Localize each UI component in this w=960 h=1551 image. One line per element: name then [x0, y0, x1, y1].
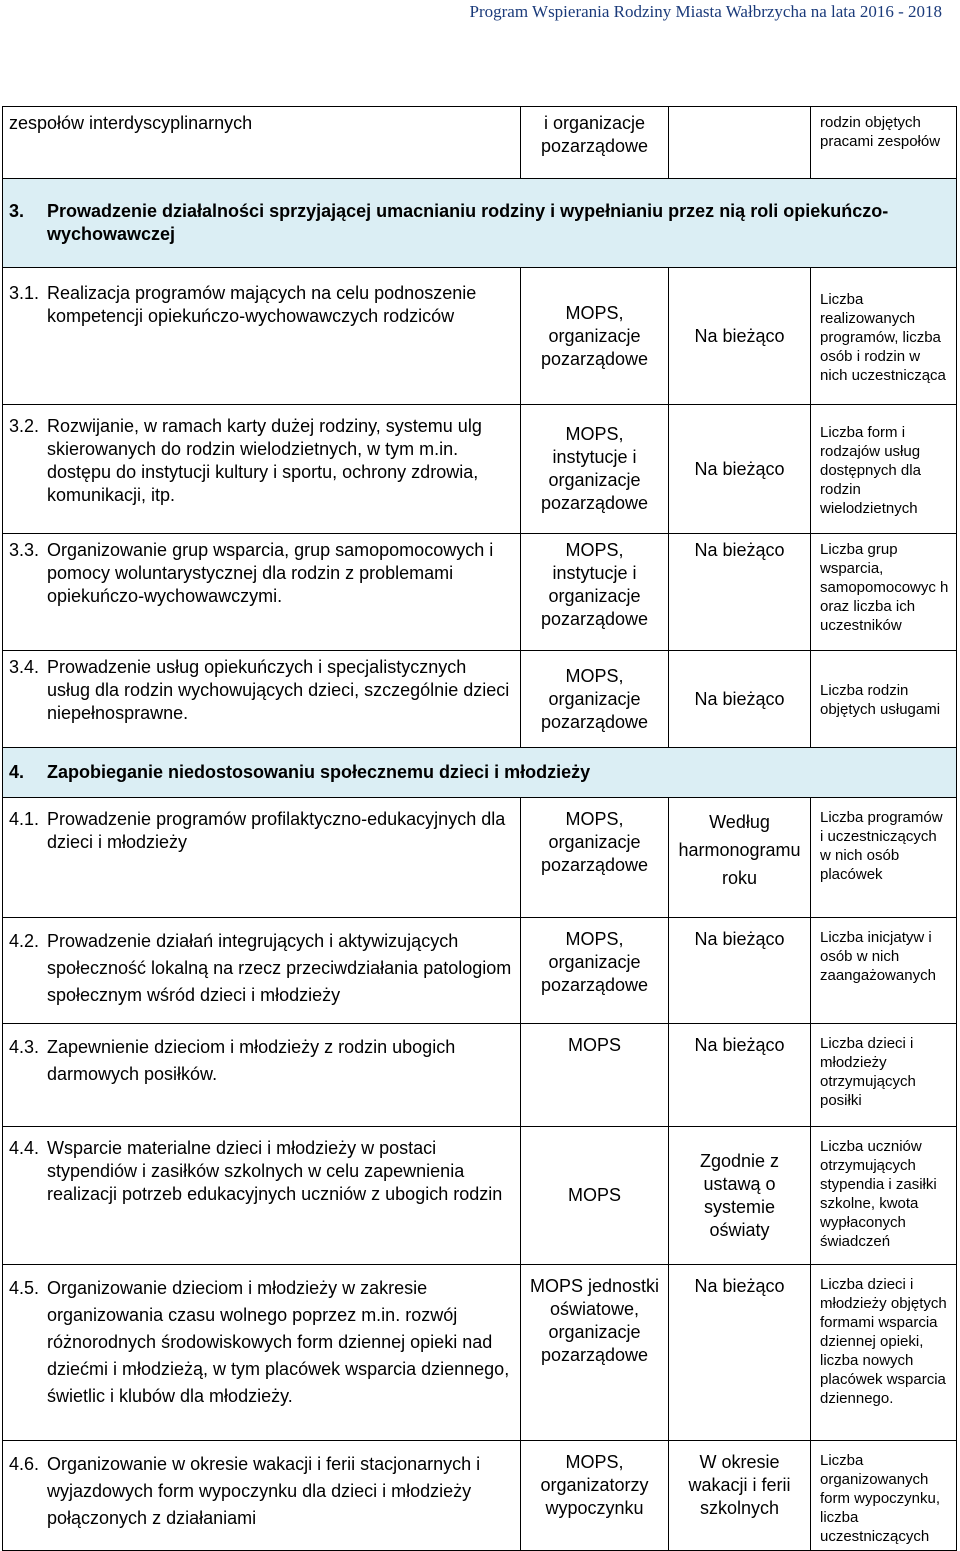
section-cell: [3, 179, 957, 268]
task-text: Prowadzenie usług opiekuńczych i specjalistycznych usług dla rodzin wychowujących dzieci, szczególnie dzieci niepełnosprawne.: [47, 657, 510, 723]
term-cell: Na bieżąco: [669, 405, 811, 534]
task-text: zespołów interdyscyplinarnych: [9, 113, 253, 133]
org-cell: MOPS, organizacje pozarządowe: [521, 268, 669, 405]
org-cell: MOPS, organizatorzy wypoczynku: [521, 1441, 669, 1551]
indicator-cell: Liczba grup wsparcia, samopomocowyc h oraz liczba ich uczestników: [811, 534, 957, 651]
task-number: 3.4.: [9, 657, 40, 677]
task-number: 4.4.: [9, 1138, 40, 1158]
task-text: Organizowanie dzieciom i młodzieży w zakresie organizowania czasu wolnego poprzez m.in. rozwój różnorodnych środowiskowych form dziennej opieki nad dziećmi i młodzieżą, w tym placówek wsparcia dziennego, świetlic i klubów dla młodzieży.: [47, 1278, 510, 1406]
task-cell: [3, 918, 521, 1024]
term-cell: W okresie wakacji i ferii szkolnych: [669, 1441, 811, 1551]
indicator-cell: Liczba form i rodzajów usług dostępnych dla rodzin wielodzietnych: [811, 405, 957, 534]
header-title: Program Wspierania Rodziny Miasta Wałbrzycha na lata 2016 - 2018: [469, 2, 942, 21]
task-number: 3.2.: [9, 416, 40, 436]
table-row: [3, 798, 957, 918]
task-cell: [3, 1127, 521, 1265]
indicator-cell: Liczba dzieci i młodzieży otrzymujących posiłki: [811, 1024, 957, 1127]
org-cell: MOPS, organizacje pozarządowe: [521, 918, 669, 1024]
section-title: Prowadzenie działalności sprzyjającej umacnianiu rodziny i wypełnianiu przez nią roli opiekuńczo-wychowawczej: [47, 201, 889, 244]
task-number: 4.5.: [9, 1278, 40, 1298]
section-number: 3.: [9, 201, 25, 221]
task-text: Zapewnienie dzieciom i młodzieży z rodzin ubogich darmowych posiłków.: [47, 1037, 456, 1084]
term-cell: Na bieżąco: [669, 1024, 811, 1127]
task-number: 4.6.: [9, 1454, 40, 1474]
term-cell: [669, 107, 811, 179]
term-cell: Na bieżąco: [669, 268, 811, 405]
task-cell: [3, 268, 521, 405]
org-cell: i organizacje pozarządowe: [521, 107, 669, 179]
task-text: Rozwijanie, w ramach karty dużej rodziny, systemu ulg skierowanych do rodzin wielodzietnych, w tym m.in. dostępu do instytucji kultury i sportu, ochrony zdrowia, komunikacji, itp.: [47, 416, 482, 505]
table-row: [3, 651, 957, 748]
term-cell: Na bieżąco: [669, 651, 811, 748]
term-cell: Na bieżąco: [669, 918, 811, 1024]
org-cell: MOPS, instytucje i organizacje pozarządowe: [521, 405, 669, 534]
indicator-cell: Liczba programów i uczestniczących w nich osób placówek: [811, 798, 957, 918]
table-row: [3, 405, 957, 534]
task-text: Wsparcie materialne dzieci i młodzieży w postaci stypendiów i zasiłków szkolnych w celu zapewnienia realizacji potrzeb edukacyjnych uczniów z ubogich rodzin: [47, 1138, 503, 1204]
section-row: [3, 179, 957, 268]
table-row: [3, 1441, 957, 1551]
section-title: Zapobieganie niedostosowaniu społecznemu dzieci i młodzieży: [47, 762, 591, 782]
table-row: [3, 1265, 957, 1441]
table-row: [3, 268, 957, 405]
term-cell: Na bieżąco: [669, 534, 811, 651]
term-cell: Według harmonogramu roku: [669, 798, 811, 918]
task-text: Organizowanie w okresie wakacji i ferii stacjonarnych i wyjazdowych form wypoczynku dla dzieci i młodzieży połączonych z działaniami: [47, 1454, 481, 1528]
task-text: Prowadzenie działań integrujących i aktywizujących społeczność lokalną na rzecz przeciwdziałania patologiom społecznym wśród dzieci i młodzieży: [47, 931, 512, 1005]
task-text: Organizowanie grup wsparcia, grup samopomocowych i pomocy woluntarystycznej dla rodzin z problemami opiekuńczo-wychowawczymi.: [47, 540, 494, 606]
indicator-cell: Liczba inicjatyw i osób w nich zaangażowanych: [811, 918, 957, 1024]
indicator-cell: Liczba uczniów otrzymujących stypendia i zasiłki szkolne, kwota wypłaconych świadczeń: [811, 1127, 957, 1265]
task-text: Prowadzenie programów profilaktyczno-edukacyjnych dla dzieci i młodzieży: [47, 809, 506, 852]
table-row: [3, 918, 957, 1024]
table-row: [3, 534, 957, 651]
section-cell: [3, 748, 957, 798]
task-text: Realizacja programów mających na celu podnoszenie kompetencji opiekuńczo-wychowawczych rodziców: [47, 283, 477, 326]
org-cell: MOPS: [521, 1127, 669, 1265]
task-number: 3.3.: [9, 540, 40, 560]
task-cell: [3, 1441, 521, 1551]
section-number: 4.: [9, 762, 25, 782]
term-cell: Zgodnie z ustawą o systemie oświaty: [669, 1127, 811, 1265]
indicator-cell: Liczba rodzin objętych usługami: [811, 651, 957, 748]
task-cell: [3, 405, 521, 534]
task-number: 4.2.: [9, 931, 40, 951]
table-row: [3, 107, 957, 179]
indicator-cell: Liczba realizowanych programów, liczba osób i rodzin w nich uczestnicząca: [811, 268, 957, 405]
org-cell: MOPS: [521, 1024, 669, 1127]
task-number: 3.1.: [9, 283, 40, 303]
task-cell: [3, 107, 521, 179]
indicator-cell: rodzin objętych pracami zespołów: [811, 107, 957, 179]
task-cell: [3, 1265, 521, 1441]
task-number: 4.1.: [9, 809, 40, 829]
program-table: [2, 106, 957, 1551]
task-cell: [3, 534, 521, 651]
table-row: [3, 1127, 957, 1265]
task-number: 4.3.: [9, 1037, 40, 1057]
indicator-cell: Liczba dzieci i młodzieży objętych formami wsparcia dziennej opieki, liczba nowych placówek wsparcia dziennego.: [811, 1265, 957, 1441]
indicator-cell: Liczba organizowanych form wypoczynku, liczba uczestniczących: [811, 1441, 957, 1551]
task-cell: [3, 1024, 521, 1127]
org-cell: MOPS jednostki oświatowe, organizacje pozarządowe: [521, 1265, 669, 1441]
term-cell: Na bieżąco: [669, 1265, 811, 1441]
table-row: [3, 1024, 957, 1127]
task-cell: [3, 651, 521, 748]
task-cell: [3, 798, 521, 918]
page-header: [0, 0, 960, 26]
section-row: [3, 748, 957, 798]
org-cell: MOPS, organizacje pozarządowe: [521, 651, 669, 748]
org-cell: MOPS, organizacje pozarządowe: [521, 798, 669, 918]
org-cell: MOPS, instytucje i organizacje pozarządowe: [521, 534, 669, 651]
